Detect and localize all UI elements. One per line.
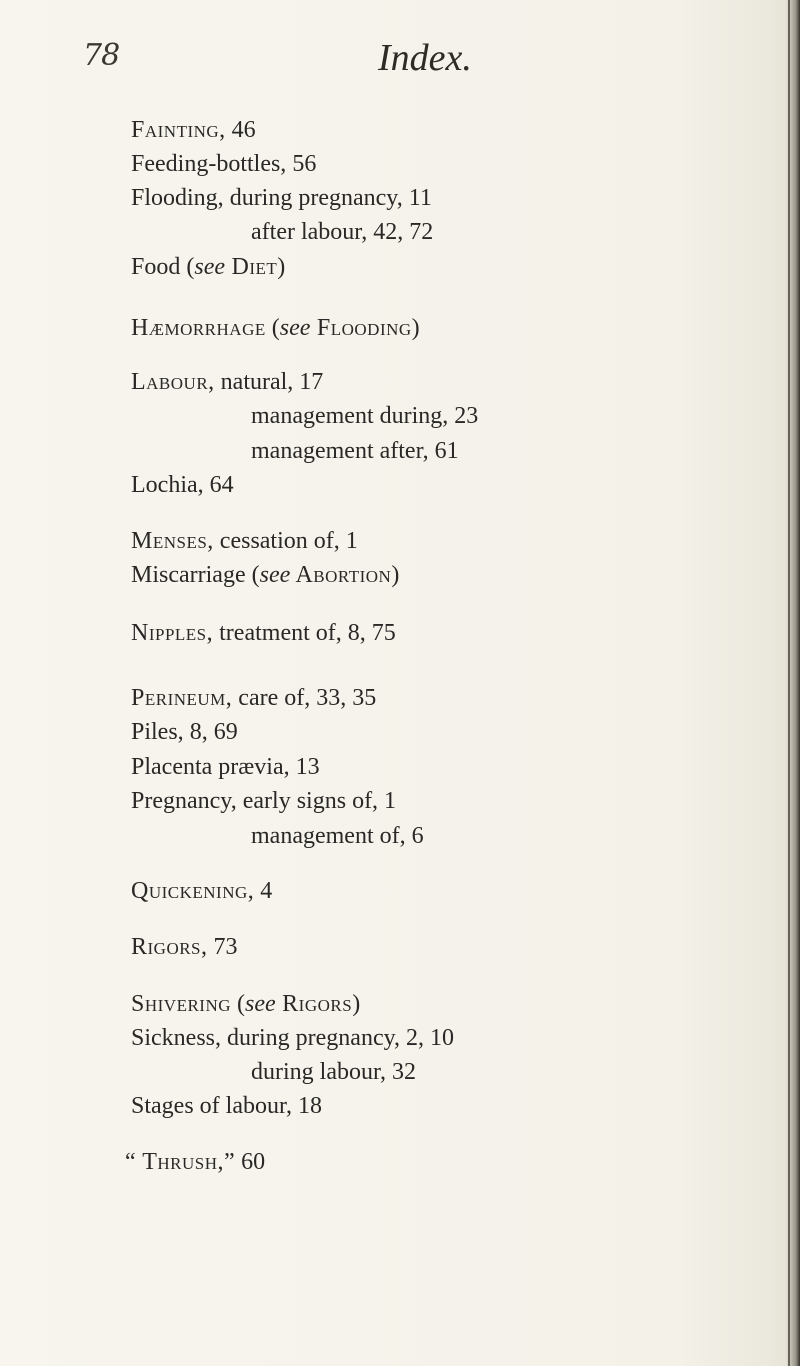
entry-heading: Food [131, 254, 181, 280]
entry-locator: during pregnancy, 2, 10 [221, 1025, 455, 1051]
index-entry [131, 149, 316, 179]
cross-reference: Abortion [290, 562, 392, 588]
entry-locator: natural, 17 [214, 369, 324, 395]
cross-reference: Diet [225, 254, 278, 280]
entry-heading: Perineum, [131, 685, 233, 711]
paren-close: ) [352, 991, 361, 1017]
entry-heading: Placenta prævia, [131, 754, 290, 780]
index-subentry [251, 436, 459, 466]
see-reference: see [279, 315, 311, 341]
entry-locator: treatment of, 8, 75 [213, 620, 396, 646]
entry-heading: Hæmorrhage [131, 315, 266, 341]
entry-locator: 18 [292, 1093, 323, 1119]
entry-heading: Sickness, [131, 1025, 221, 1051]
index-entry [131, 560, 399, 590]
index-subentry [251, 821, 424, 851]
index-entry [131, 752, 320, 782]
paren-close: ) [277, 254, 286, 280]
entry-locator: 60 [235, 1149, 266, 1175]
index-subentry [251, 1057, 416, 1087]
entry-heading: Lochia, [131, 472, 204, 498]
entry-locator: 13 [289, 754, 320, 780]
paren-open: ( [245, 562, 260, 588]
entry-locator: 56 [286, 151, 317, 177]
index-entry [131, 313, 420, 343]
entry-heading: Quickening, [131, 878, 255, 904]
entry-locator: 64 [203, 472, 234, 498]
entry-heading: Rigors, [131, 934, 208, 960]
entry-heading: Feeding-bottles, [131, 151, 287, 177]
entry-locator: 8, 69 [183, 719, 238, 745]
entry-heading: “ Thrush,” [125, 1149, 236, 1175]
entry-locator: 46 [225, 117, 256, 143]
paren-close: ) [391, 562, 400, 588]
index-entry [131, 367, 323, 397]
entry-locator: during pregnancy, 11 [223, 185, 432, 211]
index-entry [125, 1147, 265, 1177]
subentry-text: management after, 61 [251, 438, 459, 464]
entry-heading: Nipples, [131, 620, 214, 646]
index-entry [131, 252, 285, 282]
entry-heading: Miscarriage [131, 562, 246, 588]
index-entry [131, 1091, 322, 1121]
entry-locator: early signs of, 1 [236, 788, 397, 814]
paren-open: ( [265, 315, 280, 341]
entry-heading: Piles, [131, 719, 184, 745]
index-entry [131, 932, 238, 962]
index-entry [131, 618, 396, 648]
entry-locator: cessation of, 1 [213, 528, 358, 554]
paren-open: ( [231, 991, 246, 1017]
see-reference: see [194, 254, 226, 280]
index-entry [131, 989, 360, 1019]
index-entry [131, 183, 432, 213]
index-entry [131, 786, 396, 816]
subentry-text: during labour, 32 [251, 1059, 417, 1085]
subentry-text: management during, 23 [251, 403, 479, 429]
entry-locator: 73 [207, 934, 238, 960]
see-reference: see [245, 991, 276, 1017]
paren-open: ( [180, 254, 195, 280]
entry-heading: Flooding, [131, 185, 224, 211]
index-entry [131, 876, 272, 906]
cross-reference: Rigors [275, 991, 353, 1017]
index-entry [131, 470, 234, 500]
entry-heading: Pregnancy, [131, 788, 237, 814]
entry-heading: Stages of labour, [131, 1093, 293, 1119]
entry-heading: Fainting, [131, 117, 226, 143]
cross-reference: Flooding [310, 315, 412, 341]
index-subentry [251, 217, 433, 247]
entry-locator: 4 [254, 878, 273, 904]
index-entry [131, 115, 256, 145]
index-entry [131, 526, 358, 556]
page-number: 78 [83, 38, 120, 73]
index-entry [131, 1023, 454, 1053]
entry-heading: Menses, [131, 528, 214, 554]
paren-close: ) [411, 315, 420, 341]
running-title: Index. [378, 37, 472, 79]
index-entry [131, 717, 238, 747]
index-subentry [251, 401, 478, 431]
subentry-text: after labour, 42, 72 [251, 219, 434, 245]
entry-locator: care of, 33, 35 [232, 685, 377, 711]
entry-heading: Labour, [131, 369, 215, 395]
entry-heading: Shivering [131, 991, 232, 1017]
index-entry [131, 683, 376, 713]
see-reference: see [259, 562, 291, 588]
subentry-text: management of, 6 [251, 823, 424, 849]
